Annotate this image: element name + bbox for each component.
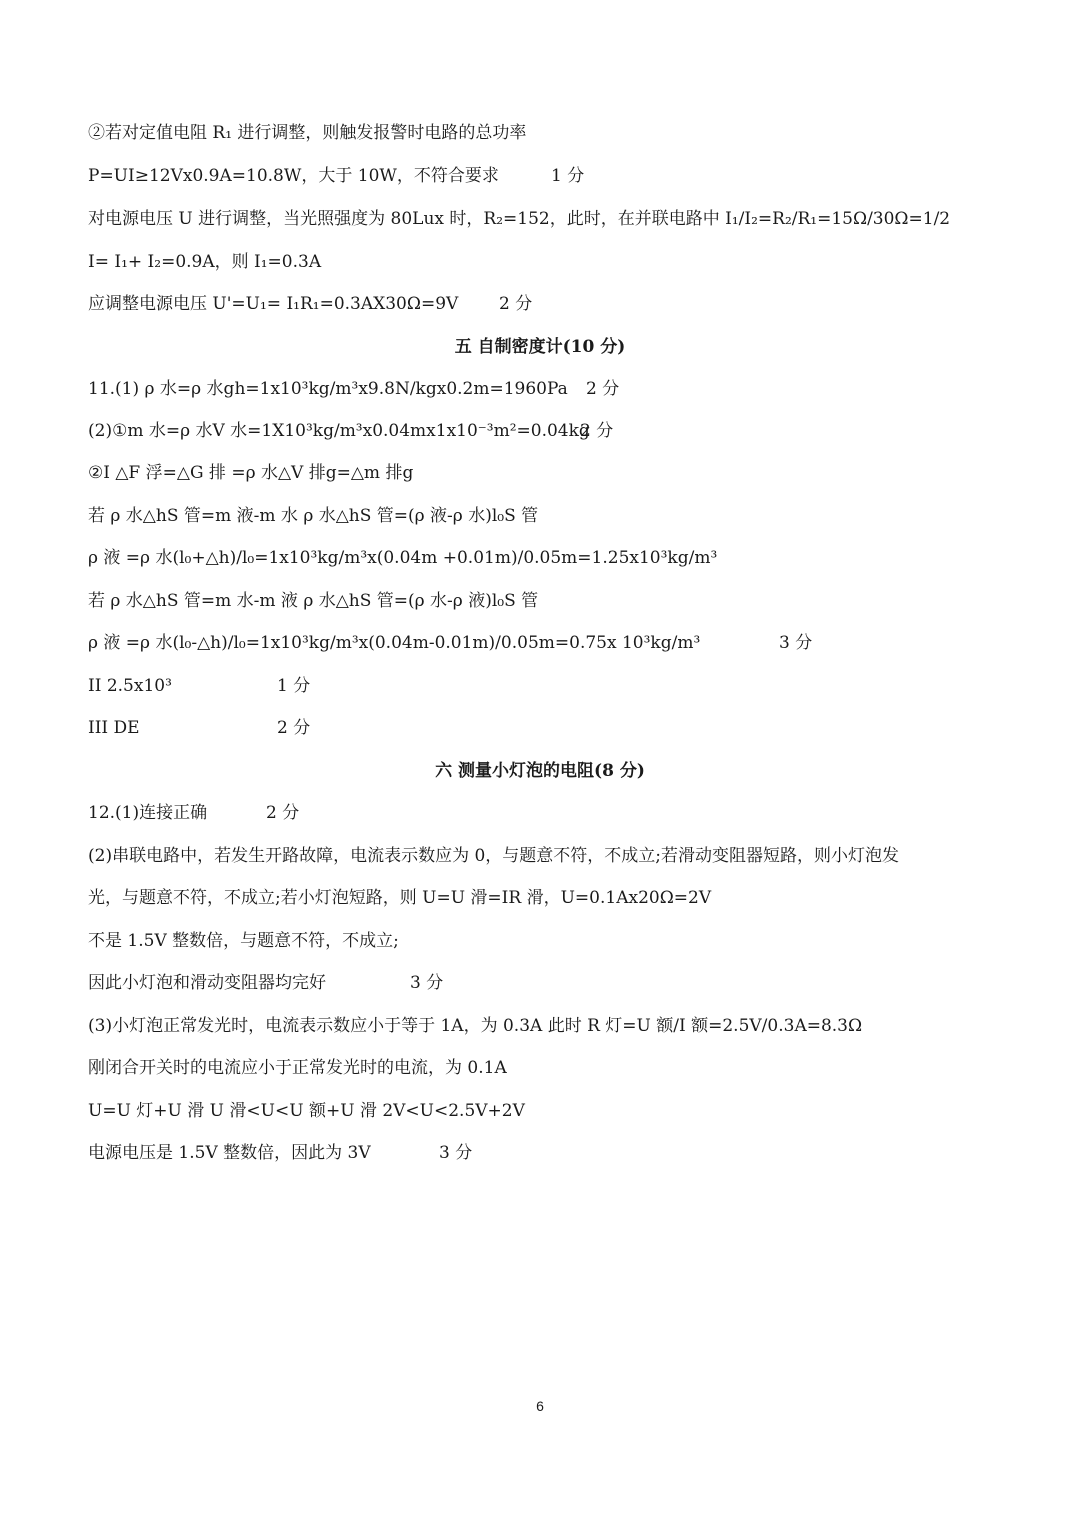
answer-line: U=U 灯+U 滑 U 滑<U<U 额+U 滑 2V<U<2.5V+2V bbox=[88, 1101, 525, 1121]
section-heading: 五 自制密度计(10 分) bbox=[454, 337, 626, 357]
answer-line: ②若对定值电阻 R₁ 进行调整，则触发报警时电路的总功率 bbox=[88, 123, 527, 143]
answer-line: ρ 液 =ρ 水(l₀-△h)/l₀=1x10³kg/m³x(0.04m-0.01m)/0.05m=0.75x 10³kg/m³ bbox=[88, 633, 701, 653]
answer-line: (3)小灯泡正常发光时，电流表示数应小于等于 1A，为 0.3A 此时 R 灯=U 额/I 额=2.5V/0.3A=8.3Ω bbox=[88, 1016, 863, 1036]
answer-line: II 2.5x10³ bbox=[88, 676, 172, 696]
answer-line: 电源电压是 1.5V 整数倍，因此为 3V bbox=[88, 1143, 371, 1163]
score-label: 3 分 bbox=[410, 973, 444, 993]
answer-line: 若 ρ 水△hS 管=m 水-m 液 ρ 水△hS 管=(ρ 水-ρ 液)l₀S 管 bbox=[88, 591, 539, 611]
answer-line: 因此小灯泡和滑动变阻器均完好 bbox=[88, 973, 326, 993]
answer-line: 对电源电压 U 进行调整，当光照强度为 80Lux 时，R₂=152，此时，在并联电路中 I₁/I₂=R₂/R₁=15Ω/30Ω=1/2 bbox=[88, 209, 951, 229]
answer-line: 12.(1)连接正确 bbox=[88, 803, 208, 823]
score-label: 2 分 bbox=[266, 803, 300, 823]
answer-line: ②I △F 浮=△G 排 =ρ 水△V 排g=△m 排g bbox=[88, 463, 414, 483]
answer-line: (2)串联电路中，若发生开路故障，电流表示数应为 0，与题意不符，不成立;若滑动变阻器短路，则小灯泡发 bbox=[88, 846, 900, 866]
answer-line: ρ 液 =ρ 水(l₀+△h)/l₀=1x10³kg/m³x(0.04m +0.01m)/0.05m=1.25x10³kg/m³ bbox=[88, 548, 718, 568]
answer-line: 刚闭合开关时的电流应小于正常发光时的电流，为 0.1A bbox=[88, 1058, 507, 1078]
answer-line: 应调整电源电压 U'=U₁= I₁R₁=0.3AX30Ω=9V bbox=[88, 294, 459, 314]
answer-line: P=UI≥12Vx0.9A=10.8W，大于 10W，不符合要求 bbox=[88, 166, 499, 186]
score-label: 2 分 bbox=[580, 421, 614, 441]
answer-line: (2)①m 水=ρ 水V 水=1X10³kg/m³x0.04mx1x10⁻³m²=0.04kg bbox=[88, 421, 590, 441]
score-label: 2 分 bbox=[499, 294, 533, 314]
page-number: 6 bbox=[536, 1398, 544, 1414]
answer-line: III DE bbox=[88, 718, 140, 738]
score-label: 3 分 bbox=[439, 1143, 473, 1163]
section-heading: 六 测量小灯泡的电阻(8 分) bbox=[435, 761, 645, 781]
answer-line: I= I₁+ I₂=0.9A，则 I₁=0.3A bbox=[88, 252, 322, 272]
score-label: 1 分 bbox=[277, 676, 311, 696]
score-label: 3 分 bbox=[779, 633, 813, 653]
answer-line: 不是 1.5V 整数倍，与题意不符，不成立; bbox=[88, 931, 399, 951]
answer-line: 11.(1) ρ 水=ρ 水gh=1x10³kg/m³x9.8N/kgx0.2m=1960Pa bbox=[88, 379, 568, 399]
answer-line: 光，与题意不符，不成立;若小灯泡短路，则 U=U 滑=IR 滑，U=0.1Ax20Ω=2V bbox=[88, 888, 712, 908]
answer-line: 若 ρ 水△hS 管=m 液-m 水 ρ 水△hS 管=(ρ 液-ρ 水)l₀S 管 bbox=[88, 506, 539, 526]
score-label: 2 分 bbox=[586, 379, 620, 399]
score-label: 2 分 bbox=[277, 718, 311, 738]
score-label: 1 分 bbox=[551, 166, 585, 186]
